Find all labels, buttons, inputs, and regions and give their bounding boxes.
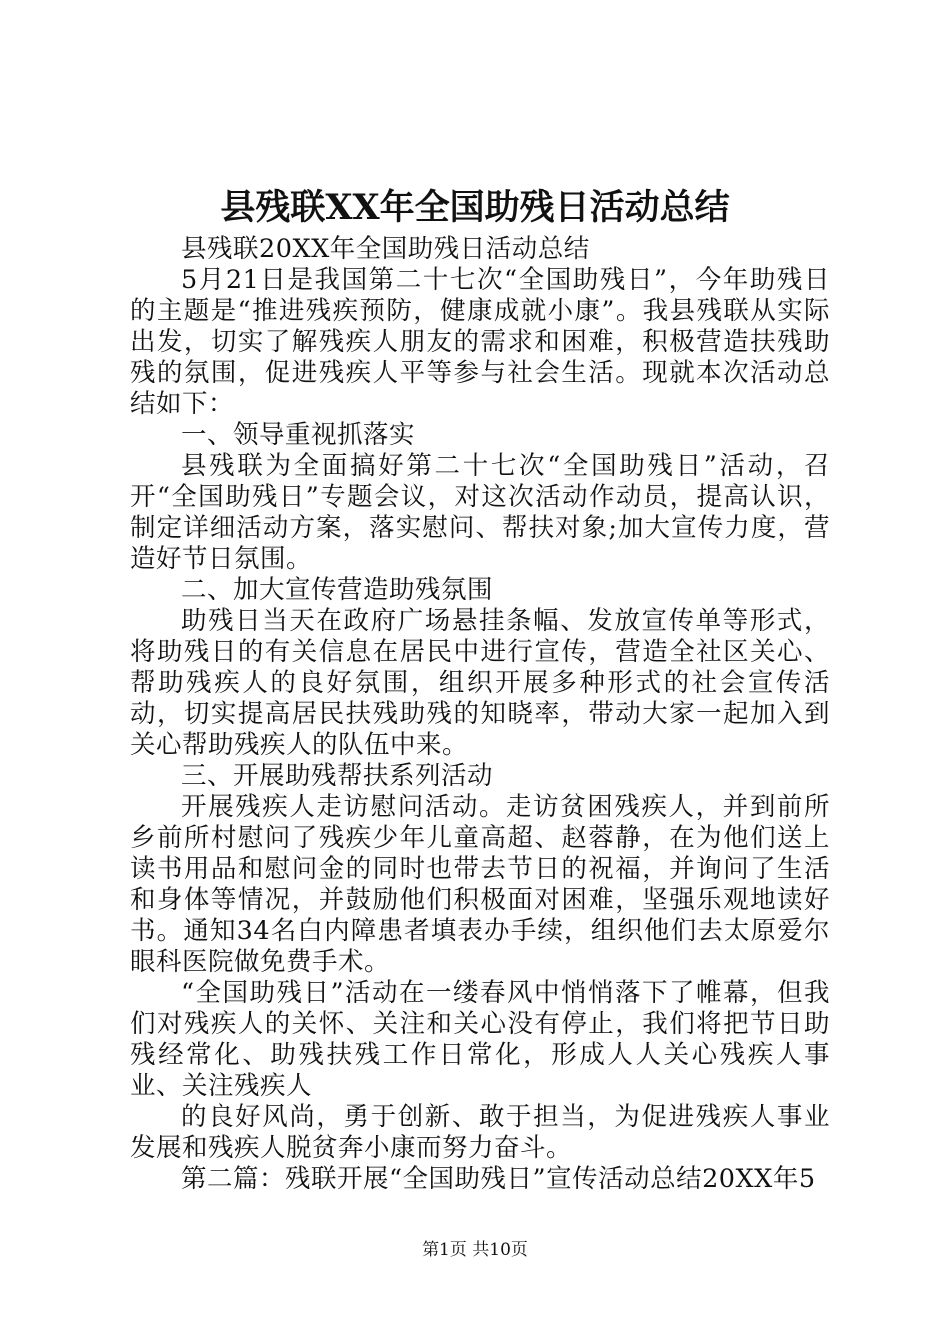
- paragraph-second-article: 第二篇：残联开展“全国助残日”宣传活动总结20XX年5: [181, 1164, 816, 1194]
- document-title: 县残联XX年全国助残日活动总结: [220, 187, 730, 228]
- paragraph-section-1: 县残联为全面搞好第二十七次“全国助残日”活动，召开“全国助残日”专题会议，对这次活动作动员，提高认识，制定详细活动方案，落实慰问、帮扶对象;加大宣传力度，营造好节日氛围。: [130, 451, 830, 574]
- page-number-footer: 第1页 共10页: [422, 1240, 528, 1260]
- paragraph-closing: “全国助残日”活动在一缕春风中悄悄落下了帷幕，但我们对残疾人的关怀、关注和关心没有停止，我们将把节日助残经常化、助残扶残工作日常化，形成人人关心残疾人事业、关注残疾人: [130, 978, 830, 1101]
- paragraph-section-2: 助残日当天在政府广场悬挂条幅、发放宣传单等形式，将助残日的有关信息在居民中进行宣传，营造全社区关心、帮助残疾人的良好氛围，组织开展多种形式的社会宣传活动，切实提高居民扶残助残的知晓率，带动大家一起加入到关心帮助残疾人的队伍中来。: [130, 606, 830, 760]
- section-heading-3: 三、开展助残帮扶系列活动: [181, 761, 494, 791]
- section-heading-2: 二、加大宣传营造助残氛围: [181, 575, 494, 605]
- paragraph-section-3: 开展残疾人走访慰问活动。走访贫困残疾人，并到前所乡前所村慰问了残疾少年儿童高超、赵蓉静，在为他们送上读书用品和慰问金的同时也带去节日的祝福，并询问了生活和身体等情况，并鼓励他们积极面对困难，坚强乐观地读好书。通知34名白内障患者填表办手续，组织他们去太原爱尔眼科医院做免费手术。: [130, 792, 830, 977]
- section-heading-1: 一、领导重视抓落实: [181, 420, 416, 450]
- document-body: [130, 234, 830, 1195]
- paragraph-intro: 5月21日是我国第二十七次“全国助残日”，今年助残日的主题是“推进残疾预防，健康成就小康”。我县残联从实际出发，切实了解残疾人朋友的需求和困难，积极营造扶残助残的氛围，促进残疾人平等参与社会生活。现就本次活动总结如下：: [130, 265, 830, 419]
- paragraph-subtitle: 县残联20XX年全国助残日活动总结: [181, 234, 590, 264]
- paragraph-closing-continued: 的良好风尚，勇于创新、敢于担当，为促进残疾人事业发展和残疾人脱贫奔小康而努力奋斗。: [130, 1102, 830, 1163]
